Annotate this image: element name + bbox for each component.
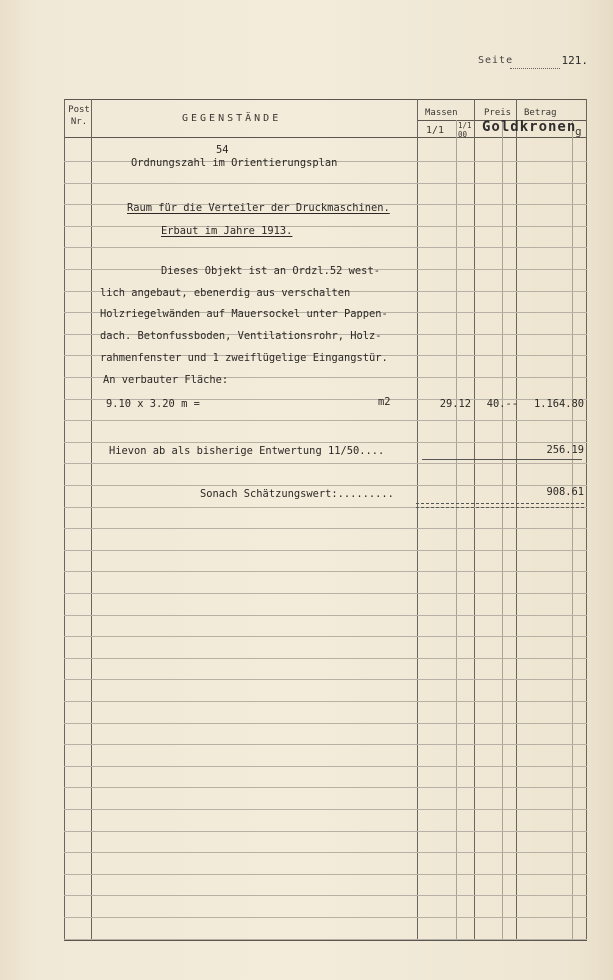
goldkronen-stamp: Goldkronen [482,119,577,135]
ruling-line [64,679,587,680]
description-line: rahmenfenster und 1 zweiflügelige Eingangstür. [100,352,388,364]
ruling-line [64,226,587,227]
preis-value: 40.-- [486,398,518,410]
ruling-line [64,247,587,248]
ruling-line [64,874,587,875]
massen-sub1: 1/1 [426,125,445,136]
betrag-value: 1.164.80 [533,398,584,410]
area-unit: m2 [378,396,391,408]
entry-year: Erbaut im Jahre 1913. [161,225,293,237]
deduction-value: 256.19 [546,444,584,456]
total-double-rule [416,503,584,508]
page-number [478,54,588,67]
ledger-table [64,99,587,941]
ruling-line [64,723,587,724]
ruling-line [64,658,587,659]
ruling-line [64,831,587,832]
massen-sub2: 1/100 [458,121,472,139]
ruling-line [64,571,587,572]
goldkronen-stamp-tail: g [575,125,582,138]
description-line: lich angebaut, ebenerdig aus verschalten [100,287,351,299]
subtotal-rule [422,459,582,460]
total-label: Sonach Schätzungswert:......... [200,488,394,500]
description-line: dach. Betonfussboden, Ventilationsrohr, Holz- [100,330,382,342]
ruling-line [64,183,587,184]
ruling-line [64,528,587,529]
page-label: Seite [478,55,514,66]
area-formula: 9.10 x 3.20 m = [106,398,200,410]
ruling-line [64,787,587,788]
entry-title: Raum für die Verteiler der Druckmaschinen. [127,202,390,214]
ruling-line [64,917,587,918]
ruling-line [64,550,587,551]
post-nr-header: Post Nr. [68,105,90,127]
ruling-line [64,636,587,637]
ruling-line [64,766,587,767]
description-line: Holzriegelwänden auf Mauersockel unter Pappen- [100,308,388,320]
massen-header: Massen [425,108,458,118]
ruling-line [64,852,587,853]
entry-number: 54 [216,144,229,156]
entry-subtitle: Ordnungszahl im Orientierungsplan [131,157,338,169]
ruling-line [64,485,587,486]
ruling-line [64,809,587,810]
total-value: 908.61 [546,486,584,498]
ruling-line [64,593,587,594]
deduction-label: Hievon ab als bisherige Entwertung 11/50.... [109,445,385,457]
ruling-line [64,744,587,745]
ruling-line [64,895,587,896]
ruling-line [64,701,587,702]
ruling-line [64,615,587,616]
gegenstaende-header: GEGENSTÄNDE [182,113,282,124]
massen-value: 29.12 [439,398,471,410]
area-label: An verbauter Fläche: [103,374,229,386]
ruling-line [64,463,587,464]
ruling-line [64,442,587,443]
ruling-line [64,420,587,421]
betrag-header: Betrag [524,108,557,118]
page-number-value: 121. [561,54,588,67]
description-line: Dieses Objekt ist an Ordzl.52 west- [161,265,380,277]
preis-header: Preis [484,108,512,118]
